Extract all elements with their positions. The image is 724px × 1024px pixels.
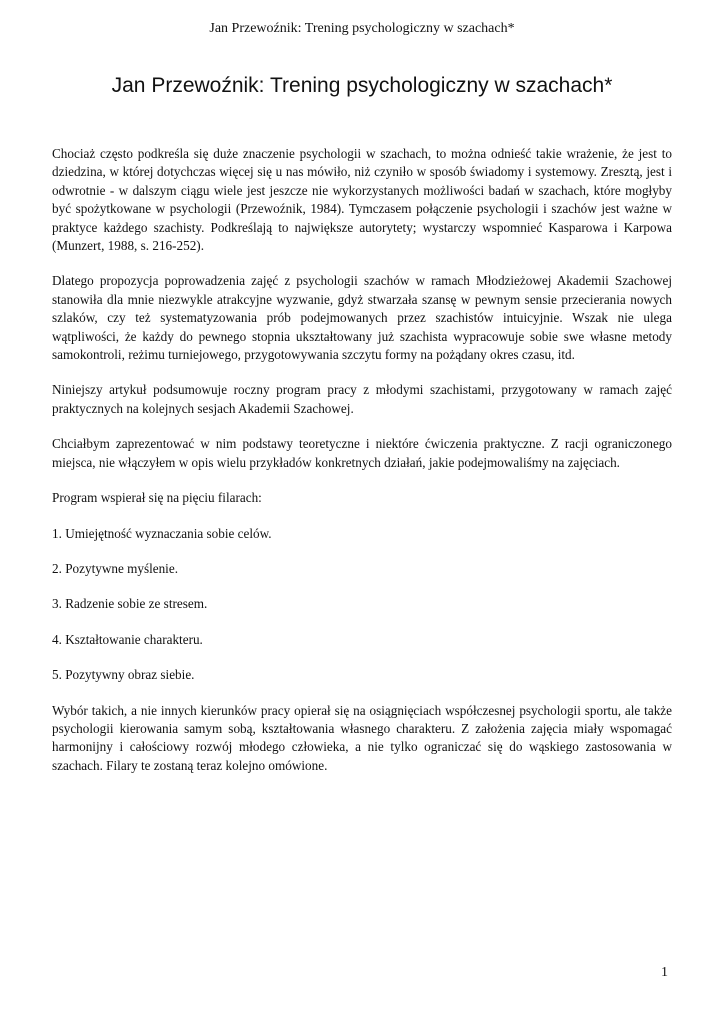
running-header: Jan Przewoźnik: Trening psychologiczny w szachach* [209, 21, 515, 36]
paragraph-scope: Chciałbym zaprezentować w nim podstawy teoretyczne i niektóre ćwiczenia praktyczne. Z racji ograniczonego miejsca, nie włączyłem w opis wielu przykładów konkretnych działań, jakie podejmowaliśmy na zajęciach. [52, 436, 672, 470]
paragraph-summary: Niniejszy artykuł podsumowuje roczny program pracy z młodymi szachistami, przygotowany w ramach zajęć praktycznych na kolejnych sesjach Akademii Szachowej. [52, 382, 672, 416]
paragraph-pillars-intro: Program wspierał się na pięciu filarach: [52, 490, 262, 506]
document-title: Jan Przewoźnik: Trening psychologiczny w szachach* [111, 74, 613, 97]
list-item: 5. Pozytywny obraz siebie. [52, 667, 195, 683]
list-item: 2. Pozytywne myślenie. [52, 560, 178, 576]
list-item: 1. Umiejętność wyznaczania sobie celów. [52, 525, 272, 541]
paragraph-intro: Chociaż często podkreśla się duże znaczenie psychologii w szachach, to można odnieść takie wrażenie, że jest to dziedzina, w której dotychczas więcej się u nas mówiło, niż czyniło w sposób świadomy i systemowy. Zresztą, jest i odwrotnie - w dalszym ciągu wiele jest jeszcze nie wykorzystanych możliwości badań w szachach, które mogłyby być spożytkowane w psychologii (Przewoźnik, 1984). Tymczasem połączenie psychologii i szachów jest ważne w praktyce każdego szachisty. Podkreślają to największe autorytety; wystarczy wspomnieć Kasparowa i Karpowa (Munzert, 1988, s. 216-252). [52, 146, 672, 254]
document-body [52, 145, 672, 792]
page-number: 1 [661, 965, 668, 980]
paragraph-proposal: Dlatego propozycja poprowadzenia zajęć z psychologii szachów w ramach Młodzieżowej Akademii Szachowej stanowiła dla mnie niezwykle atrakcyjne wyzwanie, gdyż stwarzała szansę w pewnym sensie przecierania nowych szlaków, czy też systematyzowania prób podejmowanych przez szachistów intuicyjnie. Wszak nie ulega wątpliwości, że każdy do pewnego stopnia ukształtowany już szachista wypracowuje sobie swe własne metody samokontroli, reżimu turniejowego, przygotowywania szczytu formy na pożądany okres czasu, itd. [52, 273, 672, 363]
list-item: 3. Radzenie sobie ze stresem. [52, 596, 208, 612]
list-item: 4. Kształtowanie charakteru. [52, 631, 203, 647]
paragraph-closing: Wybór takich, a nie innych kierunków pracy opierał się na osiągnięciach współczesnej psychologii sportu, ale także psychologii kierowania samym sobą, kształtowania własnego charakteru. Z założenia zajęcia miały wspomagać harmonijny i całościowy rozwój młodego człowieka, a nie tylko ograniczać się do wąskiego zastosowania w szachach. Filary te zostaną teraz kolejno omówione. [52, 702, 672, 773]
